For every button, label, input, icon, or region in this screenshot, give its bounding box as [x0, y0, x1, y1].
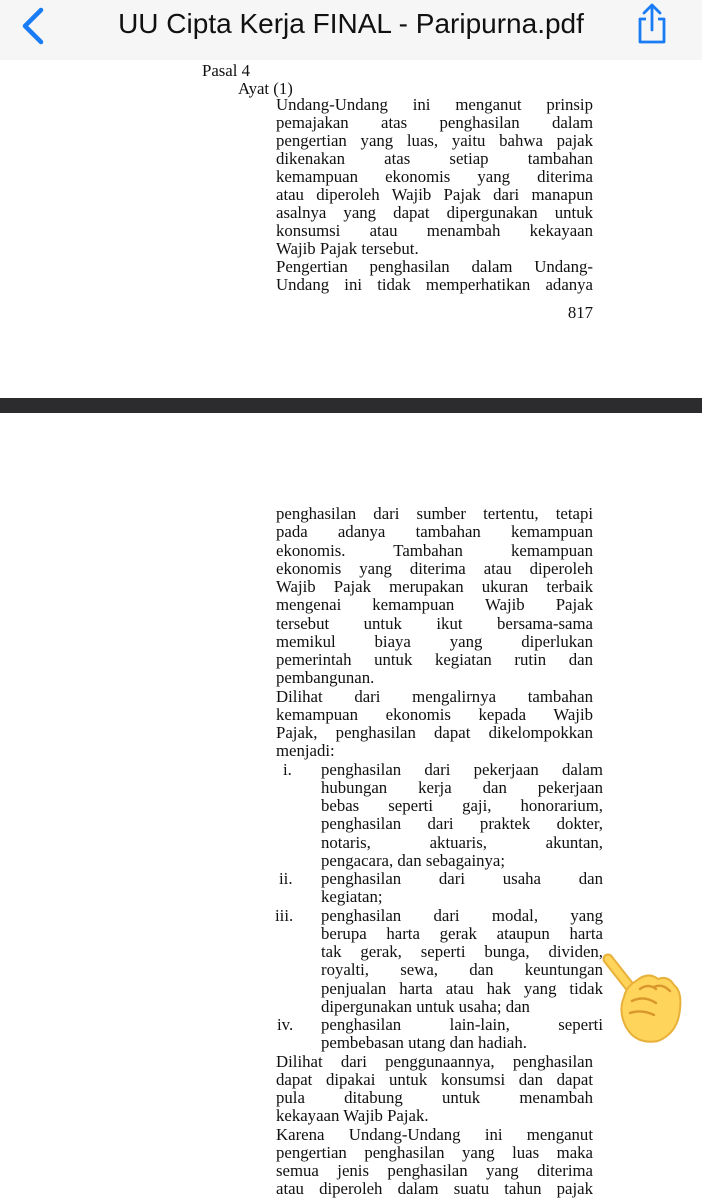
- text-line: kemampuan ekonomis kepada Wajib: [276, 706, 593, 724]
- pdf-page-817[interactable]: [0, 60, 702, 398]
- back-button[interactable]: [14, 4, 54, 48]
- text-line: memikul biaya yang diperlukan: [276, 633, 593, 651]
- text-line: atau diperoleh Wajib Pajak dari manapun: [276, 186, 593, 204]
- list-numeral: i.: [283, 760, 292, 779]
- text-line: menjadi:: [276, 742, 335, 760]
- list-item-line: penghasilan dari praktek dokter,: [321, 815, 603, 833]
- list-item-line: pengacara, dan sebagainya;: [321, 852, 506, 870]
- text-line: Dilihat dari penggunaannya, penghasilan: [276, 1053, 593, 1071]
- text-line: semua jenis penghasilan yang diterima: [276, 1162, 593, 1180]
- list-item-line: pembebasan utang dan hadiah.: [321, 1034, 527, 1052]
- text-line: mengenai kemampuan Wajib Pajak: [276, 596, 593, 614]
- text-line: penghasilan dari sumber tertentu, tetapi: [276, 505, 593, 523]
- list-item-line: penghasilan dari usaha dan: [321, 870, 603, 888]
- text-line: pemerintah untuk kegiatan rutin dan: [276, 651, 593, 669]
- pasal-heading: Pasal 4: [202, 61, 251, 80]
- chevron-left-icon: [14, 4, 54, 48]
- text-line: dapat dipakai untuk konsumsi dan dapat: [276, 1071, 593, 1089]
- text-line: Undang ini tidak memperhatikan adanya: [276, 276, 593, 294]
- list-item-line: penghasilan lain-lain, seperti: [321, 1016, 603, 1034]
- text-line: atau diperoleh dalam suatu tahun pajak: [276, 1180, 593, 1198]
- list-numeral: iv.: [277, 1015, 294, 1034]
- list-item-line: penjualan harta atau hak yang tidak: [321, 980, 603, 998]
- list-item-line: kegiatan;: [321, 888, 383, 906]
- text-line: pengertian penghasilan yang luas maka: [276, 1144, 593, 1162]
- text-line: dikenakan atas setiap tambahan: [276, 150, 593, 168]
- raised-fist-emoji-icon: [596, 953, 686, 1053]
- text-line: Wajib Pajak tersebut.: [276, 240, 419, 258]
- text-line: ekonomis. Tambahan kemampuan: [276, 542, 593, 560]
- list-item-line: bebas seperti gaji, honorarium,: [321, 797, 603, 815]
- text-line: Wajib Pajak merupakan ukuran terbaik: [276, 578, 593, 596]
- text-line: pembangunan.: [276, 669, 375, 687]
- pdf-page-818[interactable]: [0, 413, 702, 1200]
- list-item-line: dipergunakan untuk usaha; dan: [321, 998, 530, 1016]
- document-title: UU Cipta Kerja FINAL - Paripurna.pdf: [118, 8, 584, 39]
- text-line: Undang-Undang ini menganut prinsip: [276, 96, 593, 114]
- text-line: ekonomis yang diterima atau diperoleh: [276, 560, 593, 578]
- text-line: konsumsi atau menambah kekayaan: [276, 222, 593, 240]
- text-line: pemajakan atas penghasilan dalam: [276, 114, 593, 132]
- list-item-line: berupa harta gerak ataupun harta: [321, 925, 603, 943]
- text-line: Pengertian penghasilan dalam Undang-: [276, 258, 593, 276]
- list-item-line: penghasilan dari modal, yang: [321, 907, 603, 925]
- list-numeral: ii.: [279, 869, 293, 888]
- text-line: tersebut untuk ikut bersama-sama: [276, 615, 593, 633]
- text-line: pada adanya tambahan kemampuan: [276, 523, 593, 541]
- list-item-line: hubungan kerja dan pekerjaan: [321, 779, 603, 797]
- text-line: pula ditabung untuk menambah: [276, 1089, 593, 1107]
- text-line: kekayaan Wajib Pajak.: [276, 1107, 429, 1125]
- top-toolbar: [0, 0, 702, 60]
- ayat-heading: Ayat (1): [238, 79, 293, 98]
- text-line: Pajak, penghasilan dapat dikelompokkan: [276, 724, 593, 742]
- text-line: kemampuan ekonomis yang diterima: [276, 168, 593, 186]
- text-line: Karena Undang-Undang ini menganut: [276, 1126, 593, 1144]
- text-line: Dilihat dari mengalirnya tambahan: [276, 688, 593, 706]
- page-number: 817: [567, 303, 593, 322]
- list-numeral: iii.: [275, 906, 294, 925]
- list-item-line: tak gerak, seperti bunga, dividen,: [321, 943, 603, 961]
- text-line: pengertian yang luas, yaitu bahwa pajak: [276, 132, 593, 150]
- list-item-line: royalti, sewa, dan keuntungan: [321, 961, 603, 979]
- share-button[interactable]: [632, 2, 672, 46]
- text-line: asalnya yang dapat dipergunakan untuk: [276, 204, 593, 222]
- list-item-line: notaris, aktuaris, akuntan,: [321, 834, 603, 852]
- list-item-line: penghasilan dari pekerjaan dalam: [321, 761, 603, 779]
- share-icon: [632, 2, 672, 46]
